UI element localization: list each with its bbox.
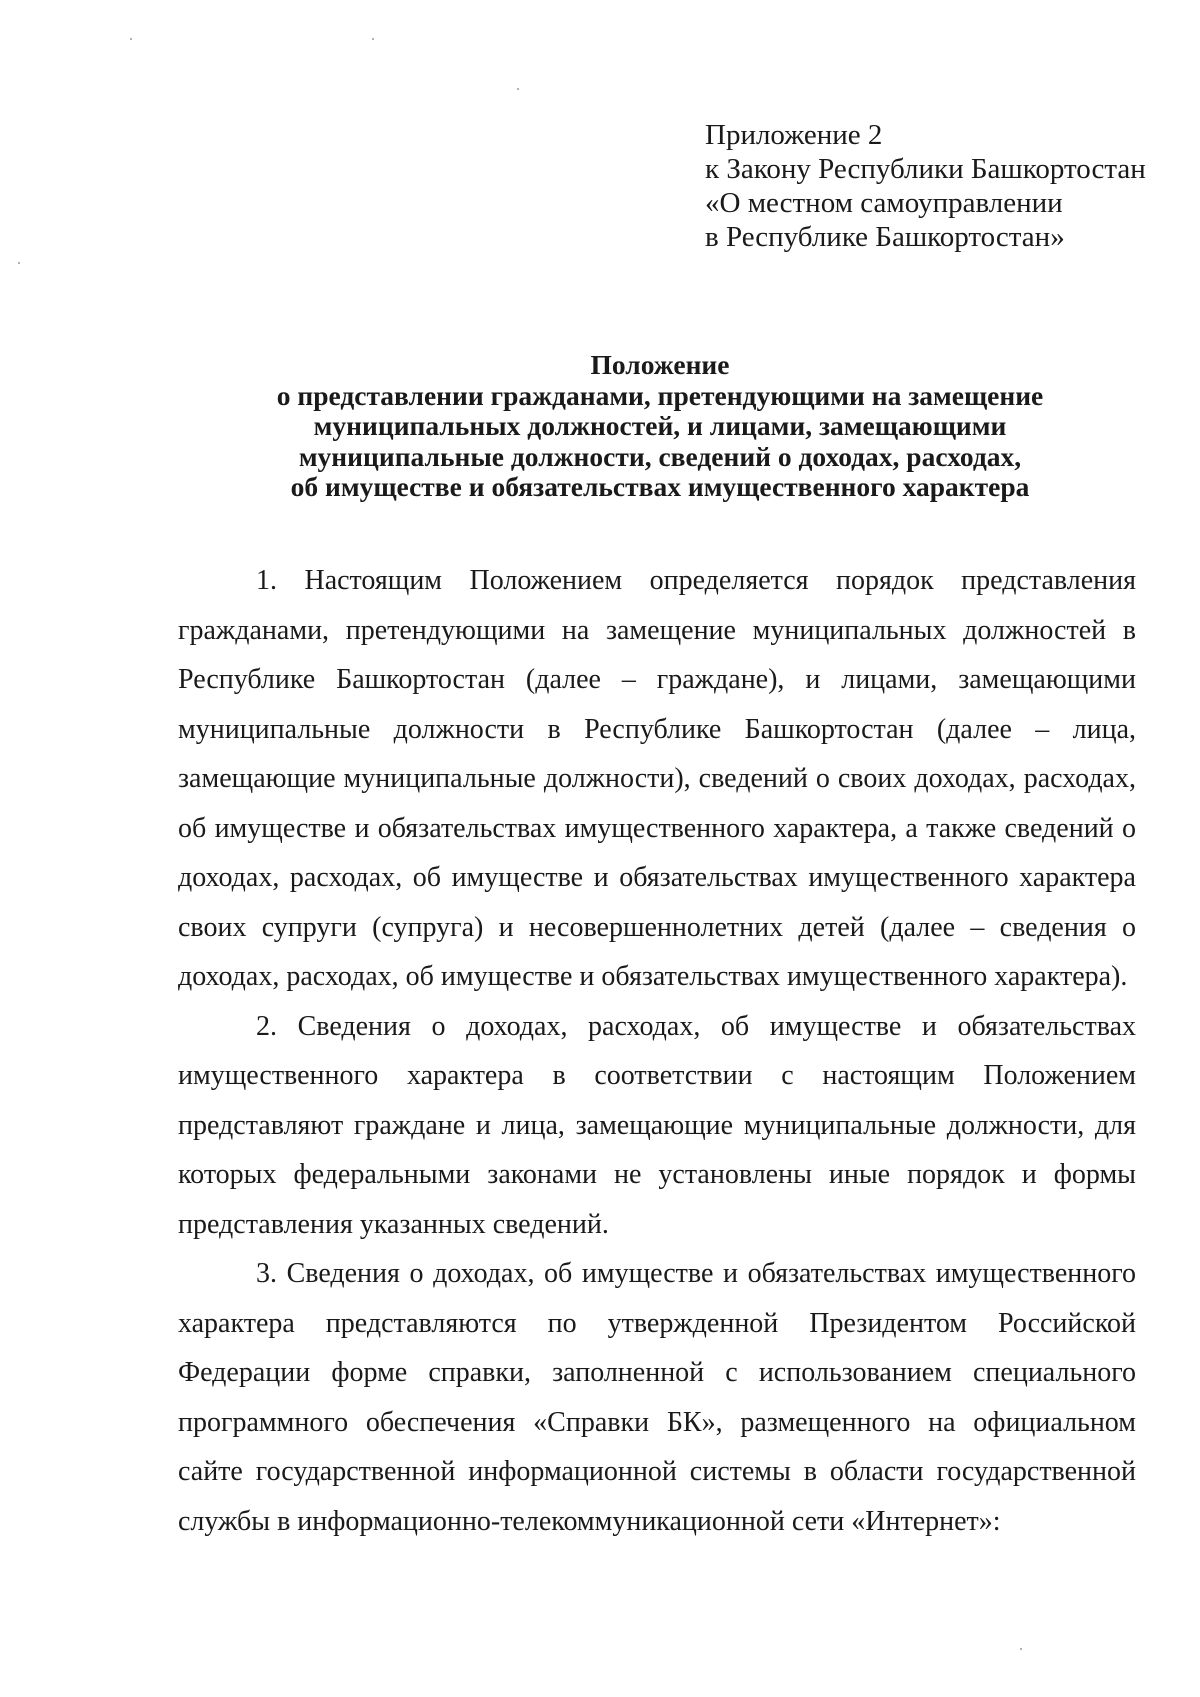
scan-speck bbox=[372, 38, 374, 40]
appendix-line: к Закону Республики Башкортостан bbox=[705, 153, 1146, 185]
document-title bbox=[255, 350, 1065, 503]
paragraph-3: 3. Сведения о доходах, об имуществе и обязательствах имущественного характера представляются по утвержденной Президентом Российской Федерации форме справки, заполненной с использованием специального программного обеспечения «Справки БК», размещенного на официальном сайте государственной информационной системы в области государственной службы в информационно-телекоммуникационной сети «Интернет»: bbox=[178, 1258, 1136, 1537]
scan-speck bbox=[1020, 1648, 1022, 1650]
title-line: об имуществе и обязательствах имущественного характера bbox=[290, 471, 1030, 502]
appendix-line: «О местном самоуправлении bbox=[705, 187, 1063, 219]
title-line: о представлении гражданами, претендующими на замещение bbox=[276, 379, 1044, 411]
document-body bbox=[178, 556, 1136, 1546]
scan-speck bbox=[517, 88, 519, 90]
paragraph-1: 1. Настоящим Положением определяется порядок представления гражданами, претендующими на замещение муниципальных должностей в Республике Башкортостан (далее – граждане), и лицами, замещающими муниципальные должности в Республике Башкортостан (далее – лица, замещающие муниципальные должности), сведений о своих доходах, расходах, об имуществе и обязательствах имущественного характера, а также сведений о доходах, расходах, об имуществе и обязательствах имущественного характера своих супруги (супруга) и несовершеннолетних детей (далее – сведения о доходах, расходах, об имуществе и обязательствах имущественного характера). bbox=[178, 565, 1136, 992]
paragraph-2: 2. Сведения о доходах, расходах, об имуществе и обязательствах имущественного характера в соответствии с настоящим Положением представляют граждане и лица, замещающие муниципальные должности, для которых федеральными законами не установлены иные порядок и формы представления указанных сведений. bbox=[178, 1010, 1136, 1240]
appendix-line: в Республике Башкортостан» bbox=[705, 221, 1065, 253]
title-heading: Положение bbox=[590, 349, 730, 380]
scan-speck bbox=[18, 262, 20, 264]
scan-speck bbox=[130, 38, 132, 40]
appendix-note bbox=[705, 118, 1185, 254]
appendix-line: Приложение 2 bbox=[705, 119, 883, 151]
title-line: муниципальные должности, сведений о доходах, расходах, bbox=[298, 440, 1022, 472]
title-line: муниципальных должностей, и лицами, замещающими bbox=[313, 410, 1007, 441]
